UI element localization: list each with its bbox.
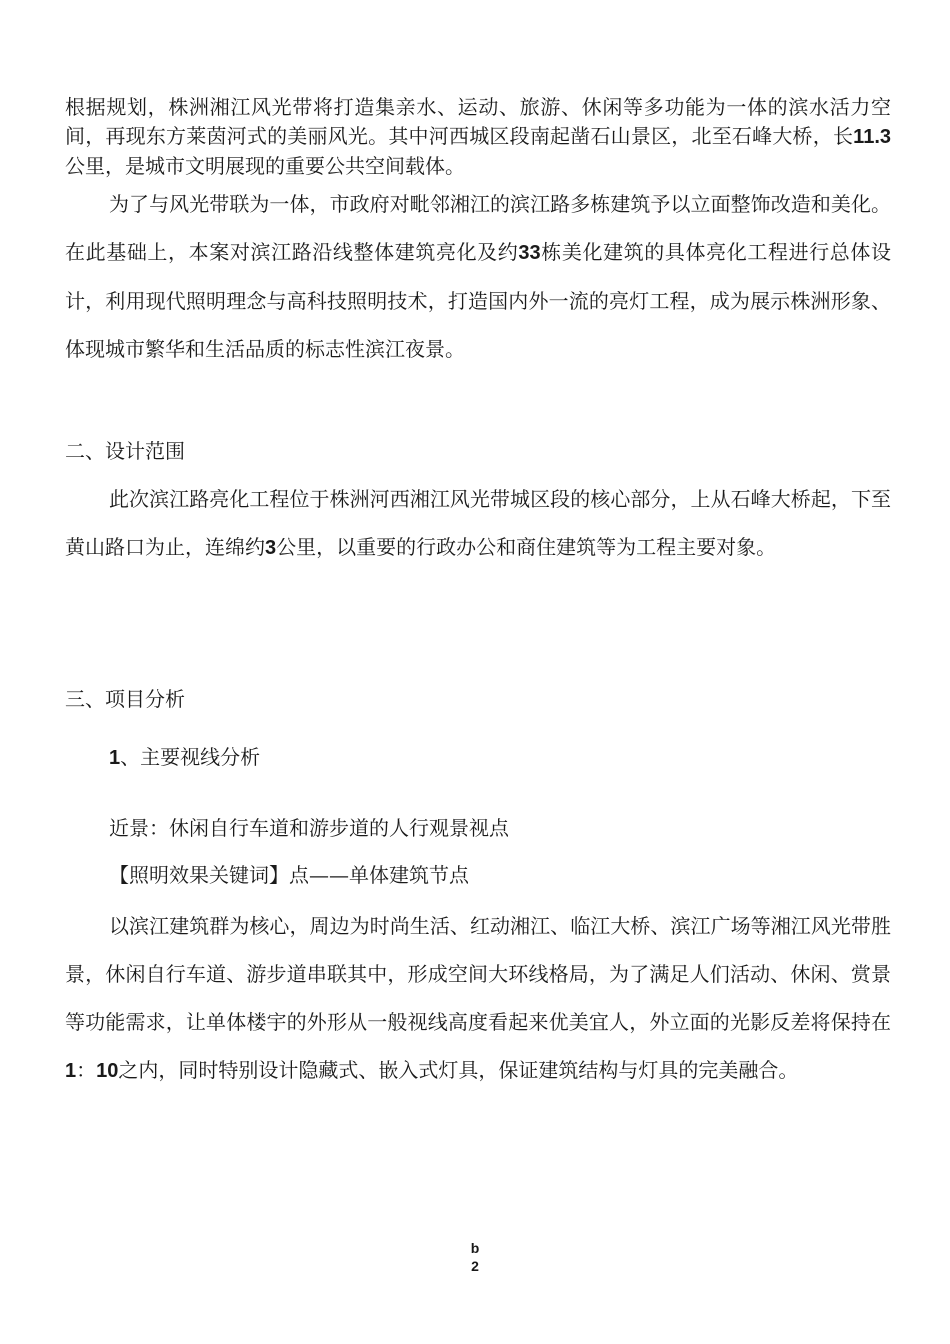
intro-p1-text-b: 公里，是城市文明展现的重要公共空间载体。 bbox=[65, 154, 465, 178]
ratio-right-value: 10 bbox=[96, 1060, 119, 1082]
intro-p2-text-a: 为了与风光带联为一体，市政府对毗邻湘江的滨江路多栋建筑予以立面整饰改造和美化。在此基础上，本案对滨江路沿线整体建筑亮化及约 bbox=[65, 192, 891, 264]
section-2-heading: 二、设计范围 bbox=[65, 439, 185, 463]
section-3-text-a: 以滨江建筑群为核心，周边为时尚生活、红动湘江、临江大桥、滨江广场等湘江风光带胜景，休闲自行车道、游步道串联其中，形成空间大环线格局，为了满足人们活动、休闲、赏景等功能需求，让单体楼宇的外形从一般视线高度看起来优美宜人，外立面的光影反差将保持在 bbox=[65, 914, 891, 1034]
section-3-text-b: 之内，同时特别设计隐藏式、嵌入式灯具，保证建筑结构与灯具的完美融合。 bbox=[118, 1058, 799, 1082]
section-2-text-b: 公里，以重要的行政办公和商住建筑等为工程主要对象。 bbox=[276, 535, 777, 559]
section-2-text-a: 此次滨江路亮化工程位于株洲河西湘江风光带城区段的核心部分，上从石峰大桥起，下至黄山路口为止，连绵约 bbox=[65, 487, 891, 559]
ratio-colon: ： bbox=[76, 1058, 97, 1082]
section-3-sub-title: 、主要视线分析 bbox=[120, 745, 261, 769]
section-2-distance-value: 3 bbox=[265, 537, 277, 559]
section-3-paragraph bbox=[65, 902, 891, 1095]
section-3-sub-number: 1 bbox=[109, 747, 121, 769]
intro-p1-text-a: 根据规划，株洲湘江风光带将打造集亲水、运动、旅游、休闲等多功能为一体的滨水活力空间，再现东方莱茵河式的美丽风光。其中河西城区段南起凿石山景区，北至石峰大桥，长 bbox=[65, 95, 891, 148]
ratio-left-value: 1 bbox=[65, 1060, 77, 1082]
section-2-paragraph bbox=[65, 475, 891, 572]
section-3-heading: 三、项目分析 bbox=[65, 687, 185, 711]
footer-mark: b bbox=[470, 1240, 480, 1256]
intro-paragraph-2 bbox=[65, 180, 891, 373]
section-3-subheading bbox=[109, 743, 260, 772]
keyword-line: 【照明效果关键词】点——单体建筑节点 bbox=[109, 863, 469, 887]
near-view-line: 近景：休闲自行车道和游步道的人行观景视点 bbox=[109, 816, 509, 840]
intro-paragraph-1 bbox=[65, 93, 891, 181]
intro-p2-building-count: 33 bbox=[518, 242, 541, 264]
intro-p1-length-value: 11.3 bbox=[853, 126, 891, 148]
intro-p2-text-b: 栋美化建筑的具体亮化工程进行总体设计，利用现代照明理念与高科技照明技术，打造国内外一流的亮灯工程，成为展示株洲形象、体现城市繁华和生活品质的标志性滨江夜景。 bbox=[65, 240, 892, 361]
page-number: 2 bbox=[471, 1258, 479, 1274]
